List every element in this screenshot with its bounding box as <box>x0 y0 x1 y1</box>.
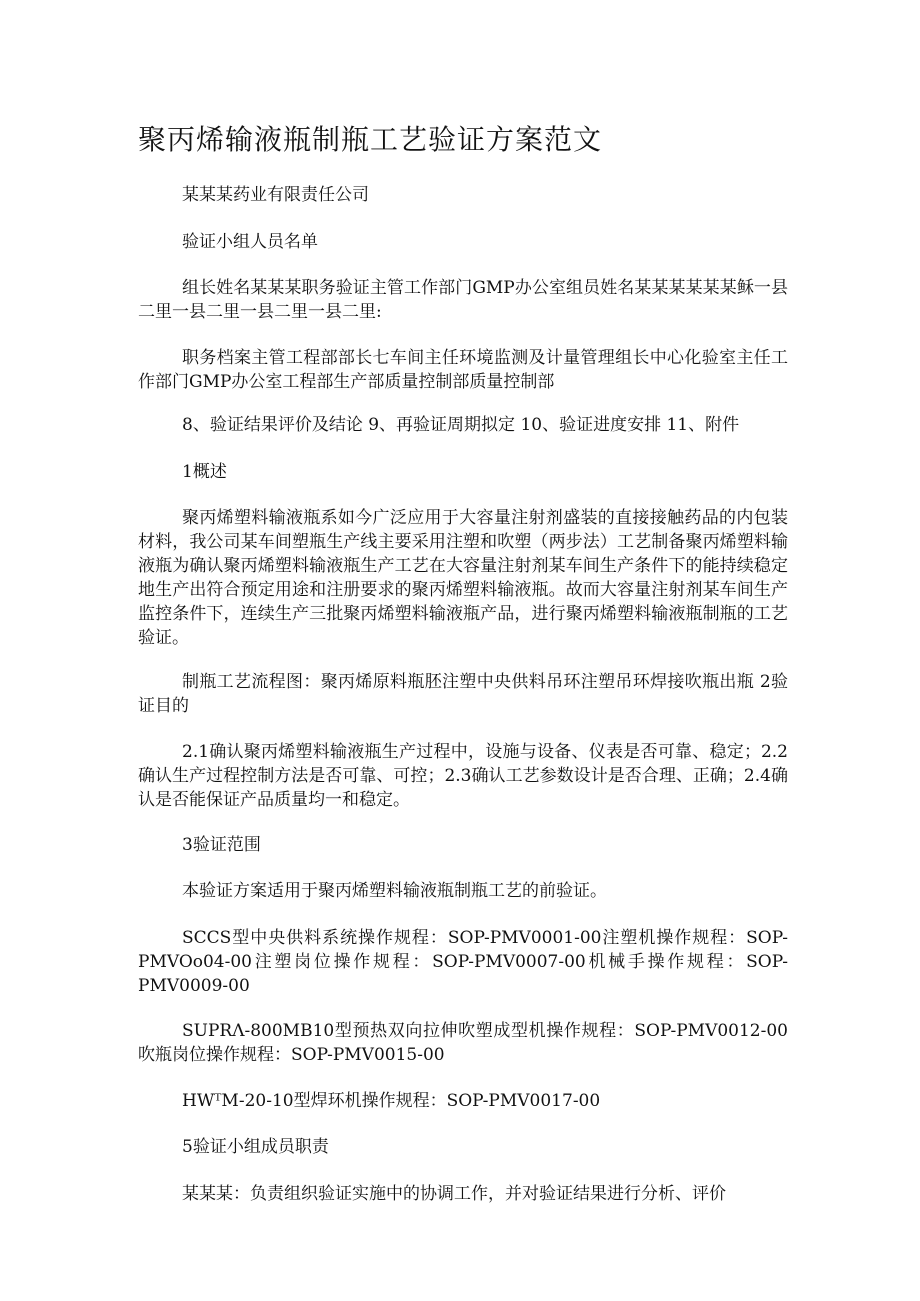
section-scope-heading: 3验证范围 <box>182 835 261 855</box>
sop-list-3: HWᵀM-20-10型焊环机操作规程：SOP-PMV0017-00 <box>182 1091 601 1111</box>
sop-list-1: SCCS型中央供料系统操作规程：SOP-PMV0001-00注塑机操作规程：SOP-PMVOo04-00注塑岗位操作规程：SOP-PMV0007-00机械手操作规程：SOP-PMV0009-00 <box>138 928 788 996</box>
team-leader-paragraph: 组长姓名某某某职务验证主管工作部门GMP办公室组员姓名某某某某某某稣一县二里一县二里一县二里一县二里: <box>138 278 788 322</box>
purpose-paragraph: 2.1确认聚丙烯塑料输液瓶生产过程中，设施与设备、仪表是否可靠、稳定；2.2确认生产过程控制方法是否可靠、可控；2.3确认工艺参数设计是否合理、正确；2.4确认是否能保证产品质量均一和稳定。 <box>138 742 788 810</box>
document-title: 聚丙烯输液瓶制瓶工艺验证方案范文 <box>138 123 603 156</box>
sop-list-2: SUPRΛ-800MB10型预热双向拉伸吹塑成型机操作规程：SOP-PMV0012-00吹瓶岗位操作规程：SOP-PMV0015-00 <box>138 1021 788 1065</box>
section-responsibilities-heading: 5验证小组成员职责 <box>182 1137 329 1157</box>
responsibility-paragraph: 某某某：负责组织验证实施中的协调工作，并对验证结果进行分析、评价 <box>182 1184 726 1204</box>
scope-paragraph: 本验证方案适用于聚丙烯塑料输液瓶制瓶工艺的前验证。 <box>182 881 607 901</box>
process-flow-paragraph: 制瓶工艺流程图：聚丙烯原料瓶胚注塑中央供料吊环注塑吊环焊接吹瓶出瓶 2验证目的 <box>138 672 788 716</box>
section-overview-heading: 1概述 <box>182 462 227 482</box>
positions-paragraph: 职务档案主管工程部部长七车间主任环境监测及计量管理组长中心化验室主任工作部门GMP办公室工程部生产部质量控制部质量控制部 <box>138 348 788 392</box>
team-list-heading: 验证小组人员名单 <box>182 232 318 252</box>
overview-paragraph: 聚丙烯塑料输液瓶系如今广泛应用于大容量注射剂盛装的直接接触药品的内包装材料，我公司某车间塑瓶生产线主要采用注塑和吹塑（两步法）工艺制备聚丙烯塑料输液瓶为确认聚丙烯塑料输液瓶生产工艺在大容量注射剂某车间生产条件下的能持续稳定地生产出符合预定用途和注册要求的聚丙烯塑料输液瓶。故而大容量注射剂某车间生产监控条件下，连续生产三批聚丙烯塑料输液瓶产品，进行聚丙烯塑料输液瓶制瓶的工艺验证。 <box>138 508 788 648</box>
company-name: 某某某药业有限责任公司 <box>182 185 369 205</box>
contents-line: 8、验证结果评价及结论 9、再验证周期拟定 10、验证进度安排 11、附件 <box>182 415 740 435</box>
